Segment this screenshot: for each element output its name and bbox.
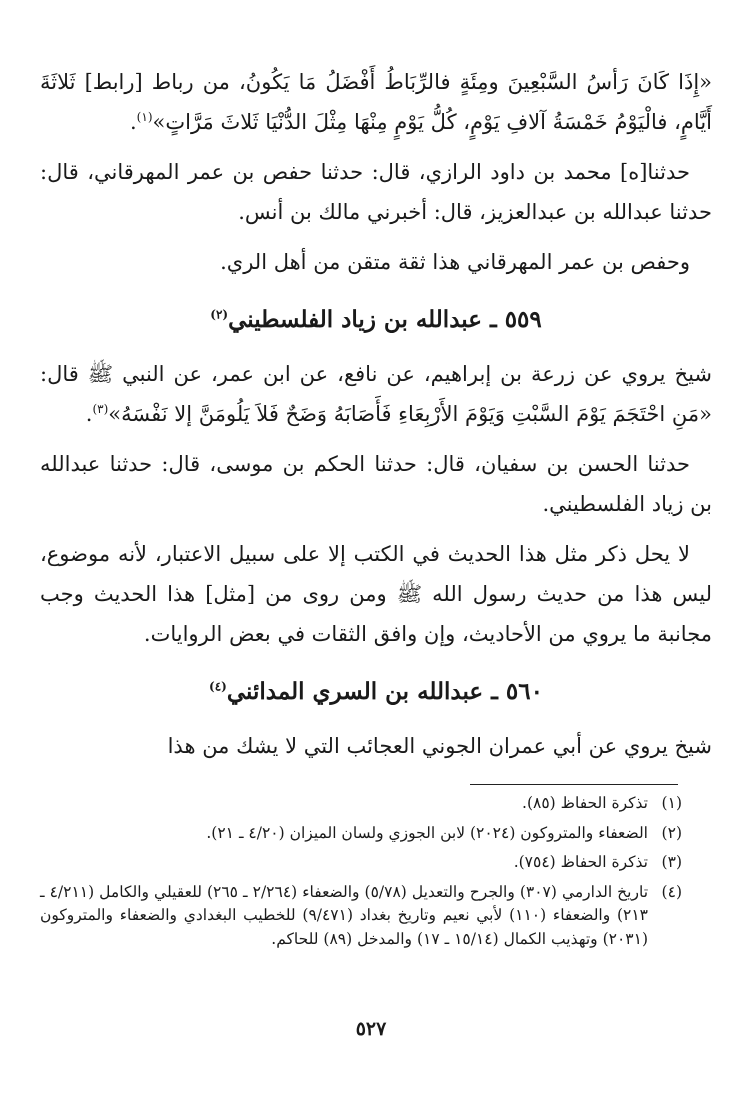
- heading-text: ٥٥٩ ـ عبدالله بن زياد الفلسطيني: [228, 306, 542, 333]
- footnote-2: [40, 822, 682, 846]
- footnote-text: الضعفاء والمتروكون (٢٠٢٤) لابن الجوزي ولسان الميزان (٤/٢٠ ـ ٢١).: [206, 823, 648, 842]
- period: .: [129, 110, 137, 134]
- footnote-text: تذكرة الحفاظ (٨٥).: [522, 794, 648, 812]
- hadith-text: «إِذَا كَانَ رَأسُ السَّبْعِينَ ومِئَةٍ فالرِّبَاطُ أَفْضَلُ مَا يَكُونُ، من رباط [رابط] ثَلاثَةَ أَيَّامٍ، فالْيَوْمُ خَمْسَةُ آلافِ يَوْمٍ، كُلُّ يَوْمٍ مِنْهَا مِثْلَ الدُّنْيَا ثَلاثَ مَرَّاتٍ»: [40, 70, 712, 134]
- paragraph-commentary: لا يحل ذكر مثل هذا الحديث في الكتب إلا على سبيل الاعتبار، لأنه موضوع، ليس هذا من حديث رسول الله ﷺ ومن روى من [مثل] هذا الحديث وجب مجانبة ما يروي من الأحاديث، وإن وافق الثقات في بعض الروايات.: [40, 542, 712, 646]
- entry-text: شيخ يروي عن زرعة بن إبراهيم، عن نافع، عن ابن عمر، عن النبي ﷺ قال: «مَنِ احْتَجَمَ يَوْمَ السَّبْتِ وَيَوْمَ الأَرْبِعَاءِ فَأَصَابَهُ وَضَحٌ فَلاَ يَلُومَنَّ إلا نَفْسَهُ»: [40, 362, 712, 426]
- footnote-3: [40, 851, 682, 875]
- footnote-separator: [470, 784, 678, 785]
- heading-text: ٥٦٠ ـ عبدالله بن السري المدائني: [226, 678, 543, 705]
- paragraph-grading: وحفص بن عمر المهرقاني هذا ثقة متقن من أهل الري.: [220, 250, 690, 274]
- entry-heading-559: [40, 300, 712, 340]
- paragraph-hadith-ribat: [40, 62, 712, 142]
- footnote-ref-3[interactable]: (٣): [92, 402, 109, 416]
- footnote-ref-1[interactable]: (١): [136, 110, 153, 124]
- footnote-number: (٤): [661, 882, 682, 901]
- page-number: ٥٢٧: [355, 1018, 387, 1040]
- footnote-1: [40, 792, 682, 816]
- footnote-number: (١): [661, 794, 682, 812]
- footnote-ref-2[interactable]: (٢): [210, 307, 229, 322]
- paragraph-isnad-2: حدثنا الحسن بن سفيان، قال: حدثنا الحكم بن موسى، قال: حدثنا عبدالله بن زياد الفلسطيني.: [40, 452, 712, 516]
- entry-heading-560: [40, 672, 712, 712]
- footnote-number: (٢): [661, 823, 682, 842]
- period: .: [85, 402, 93, 426]
- paragraph-entry-560: شيخ يروي عن أبي عمران الجوني العجائب التي لا يشك من هذا: [167, 734, 712, 758]
- footnote-number: (٣): [661, 853, 682, 871]
- main-text: [40, 62, 712, 776]
- paragraph-entry-559: [40, 354, 712, 434]
- paragraph-isnad-1: حدثنا[ه] محمد بن داود الرازي، قال: حدثنا حفص بن عمر المهرقاني، قال: حدثنا عبدالله بن عبدالعزيز، قال: أخبرني مالك بن أنس.: [40, 160, 712, 224]
- footnote-4: [40, 881, 682, 952]
- footnote-text: تذكرة الحفاظ (٧٥٤).: [513, 853, 648, 871]
- footnote-text: تاريخ الدارمي (٣٠٧) والجرح والتعديل (٥/٧٨) والضعفاء (٢/٢٦٤ ـ ٢٦٥) للعقيلي والكامل (٤/٢١١ ـ ٢١٣) والضعفاء (١١٠) لأبي نعيم وتاريخ بغداد (٩/٤٧١) للخطيب البغدادي والضعفاء والمتروكون (٢٠٣١) وتهذيب الكمال (١٥/١٤ ـ ١٧) والمدخل (٨٩) للحاكم.: [40, 882, 649, 948]
- footnotes: [40, 792, 682, 957]
- footnote-ref-4[interactable]: (٤): [209, 679, 227, 694]
